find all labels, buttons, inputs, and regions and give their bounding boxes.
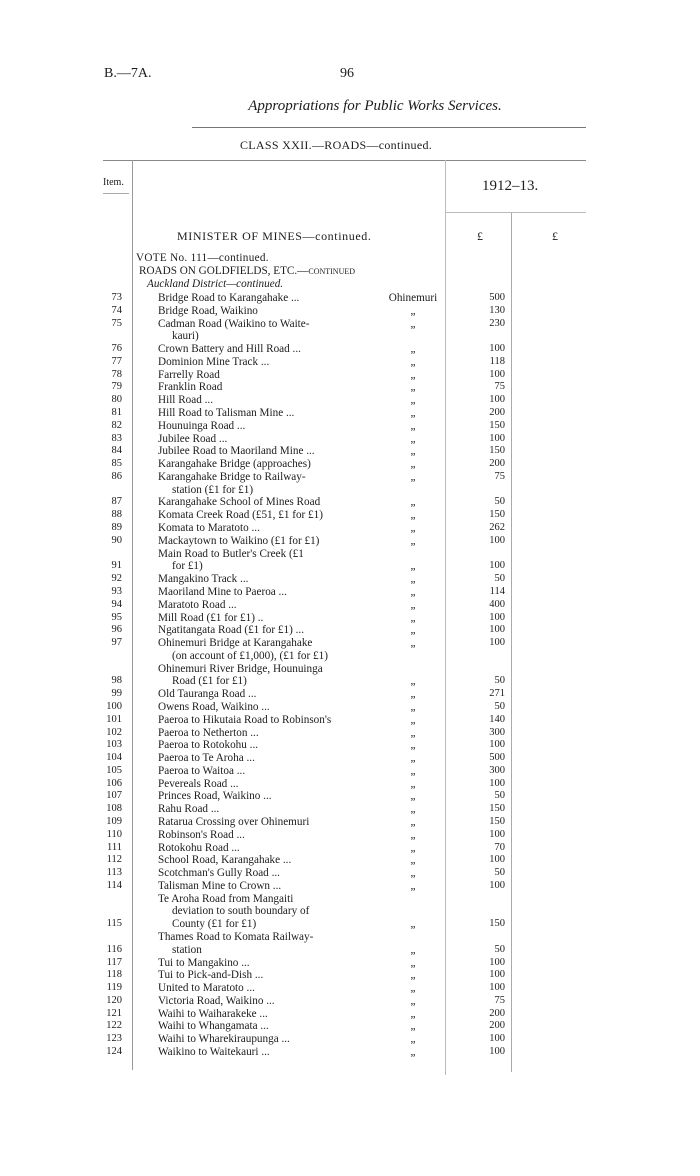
district-cell: „ <box>410 407 416 420</box>
column-header-year: 1912–13. <box>482 178 539 194</box>
table-row <box>0 892 700 931</box>
district-cell: „ <box>410 560 416 573</box>
table-row <box>0 957 700 970</box>
table-row <box>0 752 700 765</box>
district-cell: „ <box>410 994 416 1007</box>
item-description: Cadman Road (Waikino to Waite- <box>158 317 310 330</box>
table-row <box>0 433 700 446</box>
item-description: Princes Road, Waikino ... <box>158 790 272 803</box>
district-cell: „ <box>410 688 416 701</box>
pound-sign-column-2: £ <box>552 229 558 243</box>
rule-year-underline <box>446 212 586 213</box>
item-number: 122 <box>106 1020 122 1032</box>
item-description-continuation: Road (£1 for £1) <box>172 675 247 688</box>
amount-cell: 150 <box>489 815 505 827</box>
table-row <box>0 369 700 382</box>
district-cell: „ <box>410 534 416 547</box>
item-number: 102 <box>106 726 122 738</box>
item-number: 93 <box>111 585 122 597</box>
amount-cell: 100 <box>489 1046 505 1058</box>
item-number: 96 <box>111 624 122 636</box>
table-row <box>0 381 700 394</box>
item-number: 88 <box>111 509 122 521</box>
amount-cell: 100 <box>489 624 505 636</box>
item-number: 95 <box>111 611 122 623</box>
amount-cell: 100 <box>489 969 505 981</box>
table-row <box>0 842 700 855</box>
table-row <box>0 547 700 573</box>
rule-top <box>192 127 586 128</box>
table-row <box>0 535 700 548</box>
table-row <box>0 586 700 599</box>
table-row <box>0 778 700 791</box>
table-row <box>0 829 700 842</box>
item-description-continuation: station (£1 for £1) <box>172 483 254 496</box>
table-row <box>0 880 700 893</box>
district-cell: „ <box>410 956 416 969</box>
item-number: 103 <box>106 739 122 751</box>
amount-cell: 100 <box>489 982 505 994</box>
item-description: Maratoto Road ... <box>158 598 237 611</box>
district-cell: „ <box>410 1033 416 1046</box>
amount-cell: 100 <box>489 637 505 649</box>
item-number: 123 <box>106 1033 122 1045</box>
column-header-item: Item. <box>103 177 124 188</box>
amount-cell: 50 <box>494 943 505 955</box>
item-description: Jubilee Road to Maoriland Mine ... <box>158 445 315 458</box>
item-number: 104 <box>106 752 122 764</box>
item-number: 105 <box>106 764 122 776</box>
item-number: 82 <box>111 419 122 431</box>
item-number: 101 <box>106 713 122 725</box>
district-cell: „ <box>410 867 416 880</box>
item-description: School Road, Karangahake ... <box>158 854 292 867</box>
item-description: Scotchman's Gully Road ... <box>158 867 280 880</box>
amount-cell: 75 <box>494 470 505 482</box>
district-cell: „ <box>410 458 416 471</box>
table-row <box>0 509 700 522</box>
class-title: CLASS XXII.—ROADS—continued. <box>240 138 433 152</box>
item-description-continuation: (on account of £1,000), (£1 for £1) <box>172 649 328 662</box>
item-description: Ohinemuri Bridge at Karangahake <box>158 637 313 650</box>
table-row <box>0 1046 700 1059</box>
amount-cell: 200 <box>489 1020 505 1032</box>
district-cell: „ <box>410 815 416 828</box>
table-row <box>0 573 700 586</box>
amount-cell: 262 <box>489 522 505 534</box>
district-cell: „ <box>410 368 416 381</box>
district-cell: „ <box>410 854 416 867</box>
item-number: 87 <box>111 496 122 508</box>
item-description: Bridge Road, Waikino <box>158 304 258 317</box>
district-cell: „ <box>410 803 416 816</box>
amount-cell: 114 <box>489 585 505 597</box>
amount-cell: 75 <box>494 381 505 393</box>
district-cell: „ <box>410 700 416 713</box>
item-description: Waikino to Waitekauri ... <box>158 1046 270 1059</box>
table-row <box>0 727 700 740</box>
vote-heading: VOTE No. 111—continued. <box>136 252 269 264</box>
amount-cell: 100 <box>489 739 505 751</box>
item-description: Paeroa to Waitoa ... <box>158 764 246 777</box>
item-number: 91 <box>111 560 122 572</box>
item-description-continuation: station <box>172 943 202 956</box>
roads-heading: ROADS ON GOLDFIELDS, ETC.—continued <box>139 265 356 277</box>
amount-cell: 150 <box>489 419 505 431</box>
district-cell: „ <box>410 381 416 394</box>
table-row <box>0 612 700 625</box>
item-description: Main Road to Butler's Creek (£1 <box>158 547 304 560</box>
item-description: Bridge Road to Karangahake ... <box>158 292 300 304</box>
table-row <box>0 292 700 305</box>
item-number: 94 <box>111 598 122 610</box>
amount-cell: 150 <box>489 509 505 521</box>
district-cell: „ <box>410 355 416 368</box>
item-description: Paeroa to Te Aroha ... <box>158 752 255 765</box>
item-description: Ohinemuri River Bridge, Hounuinga <box>158 662 323 675</box>
item-number: 90 <box>111 534 122 546</box>
district-cell: „ <box>410 841 416 854</box>
item-description: Paeroa to Rotokohu ... <box>158 739 259 752</box>
item-number: 98 <box>111 675 122 687</box>
amount-cell: 100 <box>489 956 505 968</box>
table-row <box>0 356 700 369</box>
table-row <box>0 931 700 956</box>
amount-cell: 100 <box>489 879 505 891</box>
district-cell: „ <box>410 828 416 841</box>
district-cell: „ <box>410 522 416 535</box>
table-row <box>0 1033 700 1046</box>
amount-cell: 118 <box>489 355 505 367</box>
item-number: 100 <box>106 700 122 712</box>
item-description: Karangahake School of Mines Road <box>158 496 321 509</box>
district-cell: „ <box>410 1020 416 1033</box>
amount-cell: 200 <box>489 407 505 419</box>
item-description: Farrelly Road <box>158 368 220 381</box>
amount-cell: 300 <box>489 764 505 776</box>
table-row <box>0 637 700 662</box>
district-cell: „ <box>410 879 416 892</box>
item-description: Waihi to Wharekiraupunga ... <box>158 1033 290 1046</box>
item-description: Paeroa to Hikutaia Road to Robinson's <box>158 713 332 726</box>
district-cell: „ <box>410 675 416 688</box>
item-number: 117 <box>106 956 122 968</box>
item-number: 79 <box>111 381 122 393</box>
item-number: 112 <box>106 854 122 866</box>
item-description: Tui to Pick-and-Dish ... <box>158 969 264 982</box>
district-cell: „ <box>410 790 416 803</box>
amount-cell: 150 <box>489 918 505 930</box>
table-row <box>0 305 700 318</box>
item-number: 75 <box>111 317 122 329</box>
district-cell: „ <box>410 969 416 982</box>
amount-cell: 50 <box>494 790 505 802</box>
item-description: Te Aroha Road from Mangaiti <box>158 892 294 905</box>
district-cell: „ <box>410 394 416 407</box>
item-description: Old Tauranga Road ... <box>158 688 257 701</box>
item-description: Tui to Mangakino ... <box>158 956 250 969</box>
table-row <box>0 969 700 982</box>
item-number: 77 <box>111 355 122 367</box>
pound-sign-column-1: £ <box>477 229 483 243</box>
item-description: Komata to Maratoto ... <box>158 522 260 535</box>
item-number: 74 <box>111 304 122 316</box>
table-row <box>0 803 700 816</box>
district-cell: „ <box>410 304 416 317</box>
item-number: 106 <box>106 777 122 789</box>
table-row <box>0 407 700 420</box>
district-cell: „ <box>410 445 416 458</box>
item-description: Jubilee Road ... <box>158 432 228 445</box>
table-row <box>0 496 700 509</box>
district-cell: „ <box>410 432 416 445</box>
district-cell: „ <box>410 509 416 522</box>
item-description: Rahu Road ... <box>158 803 220 816</box>
page-title: Appropriations for Public Works Services. <box>248 98 502 114</box>
item-description: Talisman Mine to Crown ... <box>158 879 282 892</box>
amount-cell: 50 <box>494 700 505 712</box>
document-reference: B.—7A. <box>104 66 152 81</box>
district-cell: „ <box>410 611 416 624</box>
district-cell: „ <box>410 624 416 637</box>
item-description: Ratarua Crossing over Ohinemuri <box>158 815 310 828</box>
table-row <box>0 343 700 356</box>
district-cell: „ <box>410 496 416 509</box>
item-description: Mangakino Track ... <box>158 573 249 586</box>
district-cell: „ <box>410 982 416 995</box>
district-cell: „ <box>410 752 416 765</box>
item-description: Waihi to Whangamata ... <box>158 1020 269 1033</box>
item-number: 92 <box>111 573 122 585</box>
amount-cell: 70 <box>494 841 505 853</box>
item-description: United to Maratoto ... <box>158 982 255 995</box>
item-description: Franklin Road <box>158 381 223 394</box>
item-description-continuation: kauri) <box>172 330 199 343</box>
item-description-continuation: County (£1 for £1) <box>172 918 257 931</box>
item-number: 121 <box>106 1007 122 1019</box>
item-number: 86 <box>111 470 122 482</box>
table-row <box>0 394 700 407</box>
table-row <box>0 701 700 714</box>
item-number: 84 <box>111 445 122 457</box>
amount-cell: 100 <box>489 432 505 444</box>
item-number: 76 <box>111 343 122 355</box>
amount-cell: 100 <box>489 828 505 840</box>
amount-cell: 230 <box>489 317 505 329</box>
rule-table-top <box>103 160 586 161</box>
amount-cell: 100 <box>489 560 505 572</box>
table-row <box>0 688 700 701</box>
amount-cell: 75 <box>494 994 505 1006</box>
item-number: 108 <box>106 803 122 815</box>
district-cell: „ <box>410 713 416 726</box>
district-cell: „ <box>410 637 416 650</box>
district-cell: „ <box>410 739 416 752</box>
amount-cell: 500 <box>489 292 505 303</box>
item-description: Thames Road to Komata Railway- <box>158 931 314 943</box>
item-description: Waihi to Waiharakeke ... <box>158 1007 268 1020</box>
amount-cell: 140 <box>489 713 505 725</box>
item-number: 114 <box>106 879 122 891</box>
item-description: Karangahake Bridge (approaches) <box>158 458 311 471</box>
table-row <box>0 1008 700 1021</box>
item-number: 107 <box>106 790 122 802</box>
amount-cell: 400 <box>489 598 505 610</box>
item-description: Rotokohu Road ... <box>158 841 240 854</box>
item-number: 81 <box>111 407 122 419</box>
amount-cell: 50 <box>494 675 505 687</box>
item-number: 89 <box>111 522 122 534</box>
table-row <box>0 790 700 803</box>
district-cell: „ <box>410 943 416 956</box>
district-cell: „ <box>410 573 416 586</box>
item-description: Ngatitangata Road (£1 for £1) ... <box>158 624 305 637</box>
item-description: Komata Creek Road (£51, £1 for £1) <box>158 509 323 522</box>
item-description: Maoriland Mine to Paeroa ... <box>158 585 287 598</box>
item-description: Hounuinga Road ... <box>158 419 246 432</box>
amount-cell: 200 <box>489 1007 505 1019</box>
table-row <box>0 714 700 727</box>
district-cell: „ <box>410 585 416 598</box>
district-cell: Ohinemuri <box>388 292 438 304</box>
table-row <box>0 739 700 752</box>
amount-cell: 130 <box>489 304 505 316</box>
amount-cell: 100 <box>489 343 505 355</box>
table-row <box>0 522 700 535</box>
district-cell: „ <box>410 598 416 611</box>
district-cell: „ <box>410 777 416 790</box>
item-description: Karangahake Bridge to Railway- <box>158 470 306 483</box>
amount-cell: 200 <box>489 458 505 470</box>
amount-cell: 100 <box>489 394 505 406</box>
item-number: 120 <box>106 994 122 1006</box>
item-number: 118 <box>106 969 122 981</box>
item-description-continuation: for £1) <box>172 560 203 573</box>
amount-cell: 500 <box>489 752 505 764</box>
item-number: 83 <box>111 432 122 444</box>
item-number: 116 <box>106 943 122 955</box>
item-description-continuation: deviation to south boundary of <box>172 905 310 918</box>
item-number: 73 <box>111 292 122 303</box>
district-heading: Auckland District—continued. <box>147 278 284 290</box>
amount-cell: 150 <box>489 803 505 815</box>
item-number: 78 <box>111 368 122 380</box>
item-description: Hill Road to Talisman Mine ... <box>158 407 295 420</box>
item-number: 99 <box>111 688 122 700</box>
table-row <box>0 816 700 829</box>
amount-cell: 50 <box>494 573 505 585</box>
amount-cell: 100 <box>489 368 505 380</box>
table-row <box>0 854 700 867</box>
table-row <box>0 995 700 1008</box>
table-row <box>0 624 700 637</box>
item-number: 80 <box>111 394 122 406</box>
table-row <box>0 470 700 496</box>
district-cell: „ <box>410 1046 416 1059</box>
item-number: 115 <box>106 918 122 930</box>
table-row <box>0 445 700 458</box>
item-number: 119 <box>106 982 122 994</box>
table-row <box>0 1020 700 1033</box>
table-row <box>0 458 700 471</box>
amount-cell: 100 <box>489 534 505 546</box>
item-number: 109 <box>106 815 122 827</box>
item-number: 97 <box>111 637 122 649</box>
item-number: 85 <box>111 458 122 470</box>
table-row <box>0 662 700 688</box>
item-description: Mill Road (£1 for £1) .. <box>158 611 264 624</box>
item-description: Owens Road, Waikino ... <box>158 700 270 713</box>
district-cell: „ <box>410 1007 416 1020</box>
item-description: Hill Road ... <box>158 394 214 407</box>
amount-cell: 300 <box>489 726 505 738</box>
item-description: Paeroa to Netherton ... <box>158 726 259 739</box>
minister-heading: MINISTER OF MINES—continued. <box>177 229 372 243</box>
item-number: 113 <box>106 867 122 879</box>
table-row <box>0 867 700 880</box>
amount-cell: 100 <box>489 854 505 866</box>
amount-cell: 50 <box>494 496 505 508</box>
table-row <box>0 599 700 612</box>
item-description: Robinson's Road ... <box>158 828 245 841</box>
item-number: 110 <box>106 828 122 840</box>
amount-cell: 271 <box>489 688 505 700</box>
table-row <box>0 420 700 433</box>
rule-item-underline <box>103 193 129 194</box>
district-cell: „ <box>410 764 416 777</box>
item-description: Pevereals Road ... <box>158 777 239 790</box>
item-number: 111 <box>107 841 122 853</box>
district-cell: „ <box>410 419 416 432</box>
amount-cell: 150 <box>489 445 505 457</box>
item-description: Mackaytown to Waikino (£1 for £1) <box>158 534 320 547</box>
district-cell: „ <box>410 726 416 739</box>
item-description: Dominion Mine Track ... <box>158 355 270 368</box>
amount-cell: 100 <box>489 611 505 623</box>
district-cell: „ <box>410 343 416 356</box>
table-row <box>0 317 700 343</box>
amount-cell: 50 <box>494 867 505 879</box>
district-cell: „ <box>410 470 416 483</box>
district-cell: „ <box>410 317 416 330</box>
district-cell: „ <box>410 918 416 931</box>
table-row <box>0 765 700 778</box>
amount-cell: 100 <box>489 1033 505 1045</box>
table-row <box>0 982 700 995</box>
amount-cell: 100 <box>489 777 505 789</box>
item-description: Victoria Road, Waikino ... <box>158 994 275 1007</box>
item-description: Crown Battery and Hill Road ... <box>158 343 301 356</box>
item-number: 124 <box>106 1046 122 1058</box>
page-number: 96 <box>340 66 354 81</box>
